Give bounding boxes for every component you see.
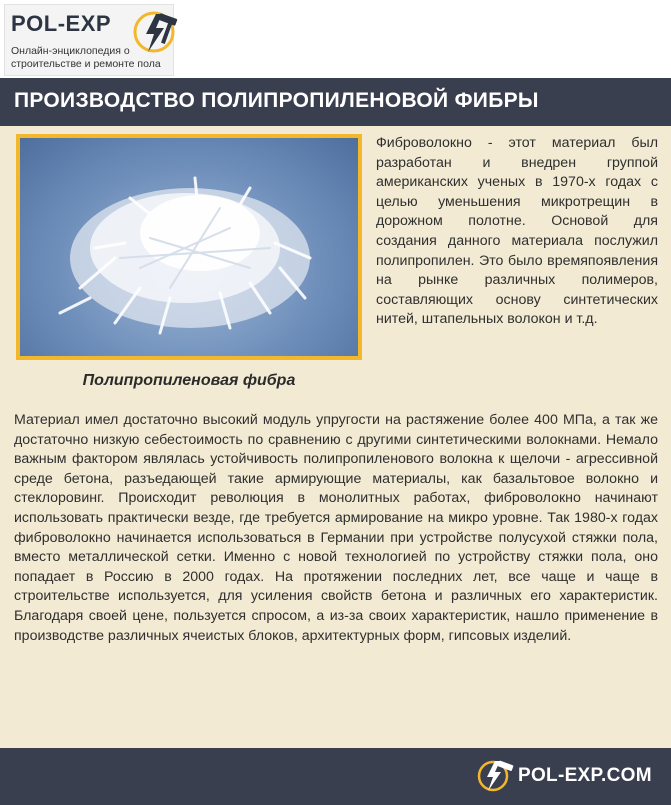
fiber-image <box>20 138 358 356</box>
brand-description: Онлайн-энциклопедия о строительстве и ремонте пола <box>11 45 161 70</box>
brand-name: POL-EXP <box>11 11 112 36</box>
footer-site-link[interactable]: POL-EXP.COM <box>518 765 652 786</box>
footer-logo-icon[interactable] <box>476 758 516 794</box>
image-caption: Полипропиленовая фибра <box>82 372 296 389</box>
page-title: ПРОИЗВОДСТВО ПОЛИПРОПИЛЕНОВОЙ ФИБРЫ <box>14 89 539 112</box>
title-bar <box>0 78 671 126</box>
intro-paragraph: Фиброволокно - этот материал был разработан и внедрен группой американских ученых в 1970-х годах с целью уменьшения микротрещин в дорожном полотне. Основой для создания данного материала послужил полипропилен. Это было времяпоявления на рынке различных полимеров, составляющих основу синтетических нитей, штапельных волокон и т.д. <box>376 135 658 328</box>
fiber-photo <box>16 134 362 360</box>
body-paragraph: Материал имел достаточно высокий модуль упругости на растяжение более 400 МПа, а так же достаточно низкую себестоимость по сравнению с другими синтетическими волокнами. Немало важным фактором являлась устойчивость полипропиленового волокна к щелочи - агрессивной среде бетона, разъедающей такие армирующие материалы, как базальтовое волокно и стеклоровинг. Происходит революция в монолитных работах, фиброволокно начинают использовать практически везде, где требуется армирование на микро уровне. Так 1980-х годах фиброволокно начинается использоваться в Германии при устройстве полусухой стяжки пола, вместо металлической сетки. Именно с новой технологией по устройству стяжки пола, оно попадает в Россию в 2000 годах. На протяжении последних лет, все чаще и чаще в строительстве используется, для усиления свойств бетона и различных его характеристик. Благодаря своей цене, пользуется спросом, а из-за своих характеристик, нашло применение в производстве различных ячеистых блоков, архитектурных форм, гипсовых изделий. <box>14 412 658 644</box>
hammer-lightning-icon <box>132 10 180 56</box>
header <box>0 0 671 78</box>
